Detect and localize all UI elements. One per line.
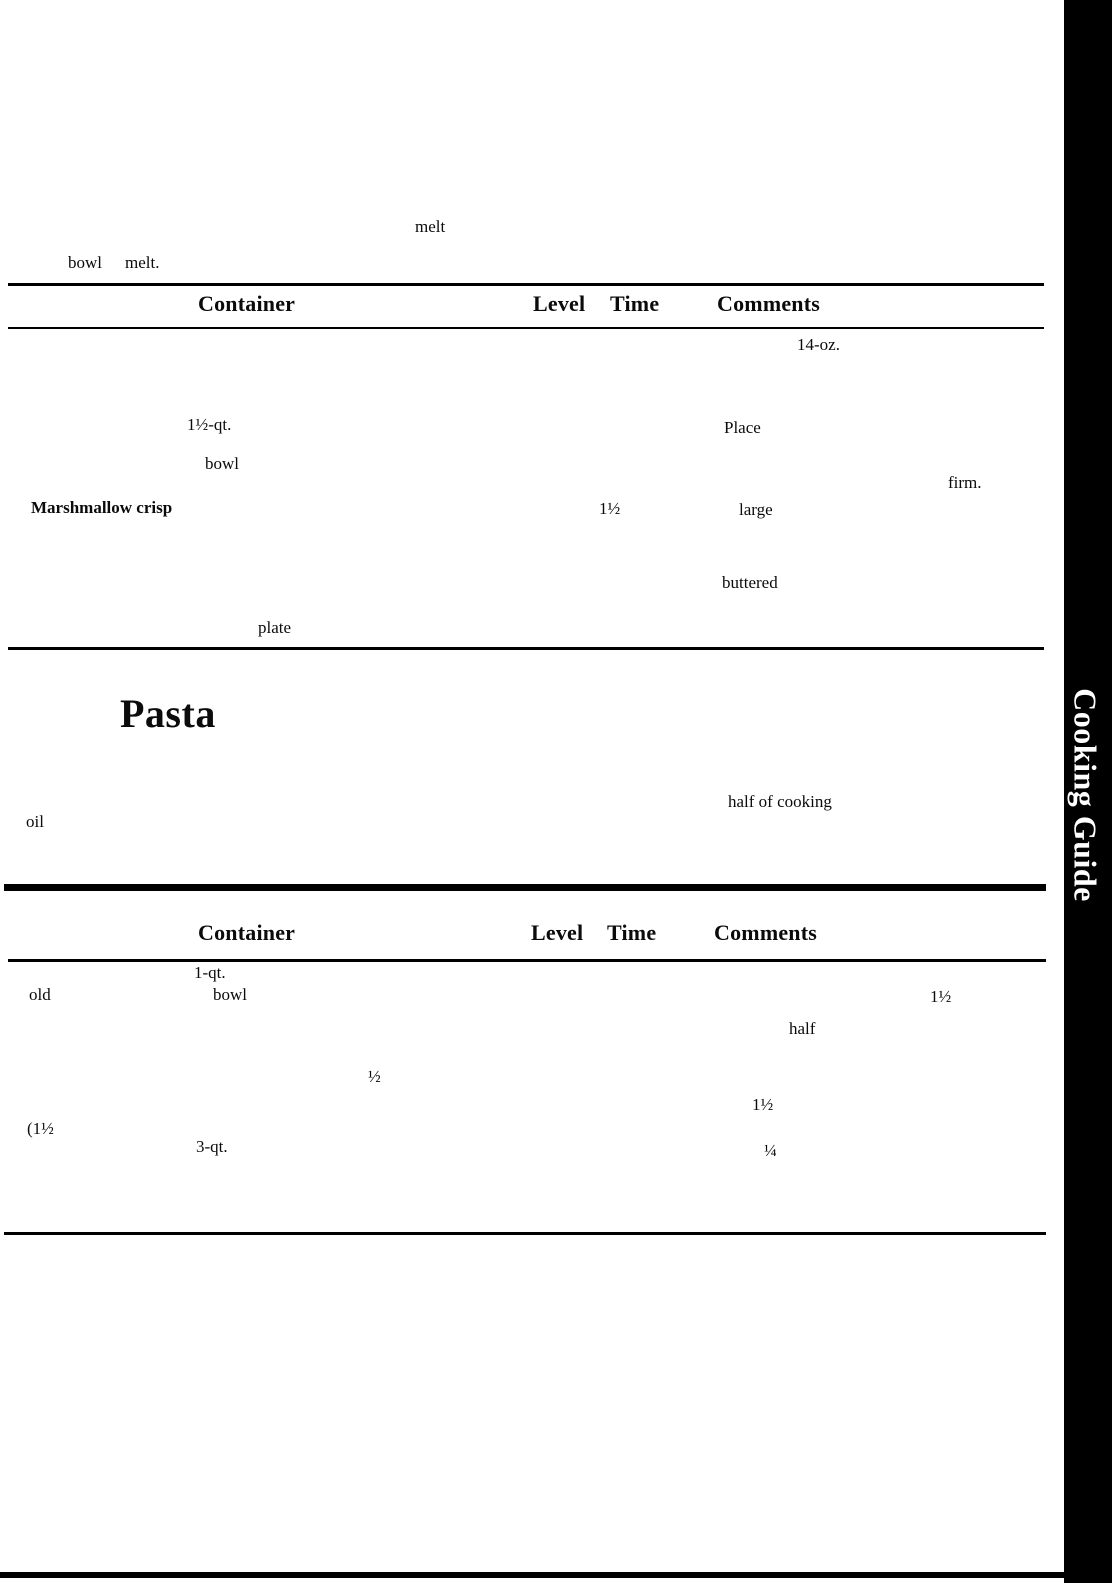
table2-header-rule xyxy=(8,959,1046,962)
table2-cell-half-frac: ½ xyxy=(368,1067,381,1086)
table2-cell-old: old xyxy=(29,985,51,1004)
table2-cell-bowl: bowl xyxy=(213,985,247,1004)
section-title-pasta: Pasta xyxy=(120,691,216,736)
table1-cell-bowl: bowl xyxy=(205,454,239,473)
table1-bottom-rule xyxy=(8,647,1044,650)
table1-row-label-marshmallow-crisp: Marshmallow crisp xyxy=(31,498,173,517)
table1-header-level: Level xyxy=(533,291,586,316)
table1-header-comments: Comments xyxy=(717,291,821,316)
text-fragment-oil: oil xyxy=(26,812,44,831)
table2-header-comments: Comments xyxy=(714,920,818,945)
table1-header-container: Container xyxy=(198,291,296,316)
table2-cell-qt1: 1-qt. xyxy=(194,963,226,982)
table1-cell-firm: firm. xyxy=(948,473,982,492)
table2-bottom-rule xyxy=(4,1232,1046,1235)
table1-cell-plate: plate xyxy=(258,618,292,637)
text-fragment-bowl: bowl xyxy=(68,253,102,272)
text-fragment-melt-upper: melt xyxy=(415,217,446,236)
table2-header-time: Time xyxy=(607,920,657,945)
table2-cell-quarter: ¼ xyxy=(764,1141,777,1160)
table2-cell-qt3: 3-qt. xyxy=(196,1137,228,1156)
table2-cell-half: half xyxy=(789,1019,816,1038)
table1-cell-time-value: 1½ xyxy=(599,499,621,518)
table2-header-level: Level xyxy=(531,920,584,945)
page-edge-tab-title: Cooking Guide xyxy=(1067,688,1104,902)
table1-header-time: Time xyxy=(610,291,660,316)
table1-header-rule xyxy=(8,327,1044,329)
page-bottom-rule xyxy=(0,1572,1112,1578)
table2-cell-time-a: 1½ xyxy=(930,987,952,1006)
table1-cell-qt: 1½-qt. xyxy=(187,415,232,434)
table1-cell-oz: 14-oz. xyxy=(797,335,840,354)
table2-cell-paren: (1½ xyxy=(27,1119,54,1138)
table1-cell-buttered: buttered xyxy=(722,573,778,592)
table1-cell-large: large xyxy=(739,500,773,519)
table2-top-rule xyxy=(4,884,1046,891)
text-fragment-half-of-cooking: half of cooking xyxy=(728,792,832,811)
table1-top-rule xyxy=(8,283,1044,286)
table2-cell-time-b: 1½ xyxy=(752,1095,774,1114)
table2-header-container: Container xyxy=(198,920,296,945)
table1-cell-place: Place xyxy=(724,418,761,437)
text-fragment-melt-lower: melt. xyxy=(125,253,160,272)
